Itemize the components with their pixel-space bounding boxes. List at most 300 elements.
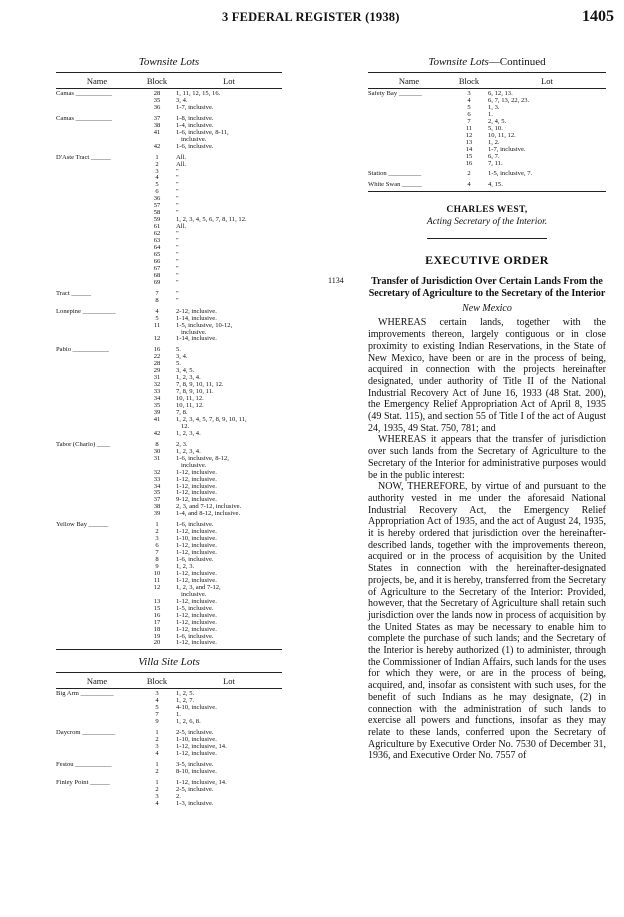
row-name	[56, 511, 138, 518]
row-name	[56, 751, 138, 758]
row-block: 5	[155, 704, 159, 712]
table-row	[56, 578, 282, 585]
row-lot: 1.	[176, 711, 181, 719]
row-lot: "	[176, 237, 179, 245]
table-row	[368, 171, 606, 178]
row-lot: 12.	[176, 422, 190, 430]
row-lot: 1-12, inclusive.	[176, 576, 217, 584]
table-row	[56, 403, 282, 410]
row-name	[56, 130, 138, 137]
villa-site-lots-table	[56, 656, 282, 807]
row-name: Tabor (Charlo) ____	[56, 441, 111, 448]
row-lot: inclusive.	[176, 590, 207, 598]
row-lot: 1-12, inclusive.	[176, 569, 217, 577]
table-row	[56, 719, 282, 726]
table-row	[56, 787, 282, 794]
row-name	[56, 698, 138, 705]
row-lot: All.	[176, 153, 187, 161]
row-name	[56, 529, 138, 536]
table-row	[56, 291, 282, 298]
row-name	[56, 585, 138, 592]
row-block: 35	[153, 402, 161, 410]
row-block: 69	[153, 278, 161, 286]
row-lot: 1-12, inclusive, 14.	[176, 778, 227, 786]
table-row	[56, 298, 282, 305]
row-block: 4	[155, 307, 159, 315]
executive-order-body	[368, 317, 606, 762]
row-lot: 1-4, and 8-12, inclusive.	[176, 510, 241, 518]
row-lot: 1-4, inclusive.	[176, 121, 214, 129]
row-block: 2	[155, 528, 159, 536]
row-lot: 3, 4.	[176, 96, 188, 104]
table-row	[56, 155, 282, 162]
row-name	[56, 175, 138, 182]
row-lot: 1-6, inclusive.	[176, 632, 214, 640]
col-name-header: Name	[86, 675, 108, 686]
row-lot: "	[176, 289, 179, 297]
table-row	[56, 456, 282, 463]
row-name	[56, 245, 138, 252]
table-row	[56, 543, 282, 550]
table-row	[56, 189, 282, 196]
row-lot: All.	[176, 223, 187, 231]
row-lot: 1, 2, 3, 4.	[176, 429, 201, 437]
table-row	[56, 497, 282, 504]
row-name	[56, 368, 138, 375]
page-number: 1405	[582, 8, 614, 25]
row-block: 58	[153, 209, 161, 217]
table-title: Townsite Lots	[138, 56, 200, 68]
row-block: 12	[153, 335, 161, 343]
right-column	[368, 56, 606, 762]
table-header	[56, 672, 282, 689]
row-lot: "	[176, 257, 179, 265]
paragraph: NOW, THEREFORE, by virtue of and pursuant to the authority vested in me under the aforesaid National Industrial Recovery Act, the Emergency Relief Appropriation Act of 1935, and the act of August 24, 1935, it is hereby ordered that jurisdiction over the hereinafter-described lands, together with the improvements thereon, acquired or in the process of acquisition by the United States in connection with the hereinafter-designated projects, be, and it is hereby, transferred from the Secretary of Agriculture to the Secretary of the Interior: Provided, however, that the Secretary of Agriculture shall retain such jurisdiction over the lands now in process of acquisition by the United States as may be necessary to enable him to complete the purchase of such lands; and the Secretary of the Interior is hereby authorized (1) to administer, through the Commissioner of Indian Affairs, such lands for the uses for which they were, or are in the process of being, acquired, and, insofar as consistent with such uses, for the benefit of such Indians as he may designate, (2) in connection with the administration of such lands to exercise all powers and functions, insofar as they may relate to these lands, conferred upon the Secretary of Agriculture by Executive Order No. 7530 of December 31, 1936, and Executive Order No. 7557 of	[368, 481, 606, 762]
table-row	[56, 627, 282, 634]
table-row	[56, 751, 282, 758]
table-row	[56, 712, 282, 719]
table-row	[56, 424, 282, 431]
row-name	[368, 126, 450, 133]
row-name	[56, 231, 138, 238]
row-block: 5	[467, 103, 471, 111]
row-block: 4	[155, 799, 159, 807]
row-block: 2	[155, 736, 159, 744]
row-name	[56, 490, 138, 497]
row-block: 61	[153, 223, 161, 231]
col-block-header: Block	[146, 675, 168, 686]
table-row	[56, 116, 282, 123]
row-block: 66	[153, 257, 161, 265]
row-block: 31	[153, 374, 161, 382]
row-lot: "	[176, 195, 179, 203]
row-lot: 6, 7.	[488, 152, 500, 160]
row-block: 20	[153, 639, 161, 647]
row-lot: inclusive.	[176, 328, 207, 336]
row-name	[56, 389, 138, 396]
row-name: White Swan ______	[368, 182, 422, 189]
row-block: 35	[153, 96, 161, 104]
row-block: 36	[153, 103, 161, 111]
row-lot: 1-6, inclusive.	[176, 556, 214, 564]
row-lot: 1-6, inclusive, 8-12,	[176, 454, 229, 462]
table-row	[56, 550, 282, 557]
row-lot: 1-12, inclusive.	[176, 625, 217, 633]
row-lot: 1-12, inclusive.	[176, 611, 217, 619]
row-name	[56, 606, 138, 613]
table-row	[56, 382, 282, 389]
row-name	[56, 105, 138, 112]
table-row	[56, 203, 282, 210]
table-row	[368, 154, 606, 161]
row-lot: 1-6, inclusive.	[176, 521, 214, 529]
document-number: 1134	[328, 276, 344, 285]
row-block: 7	[155, 549, 159, 557]
row-block: 33	[153, 475, 161, 483]
row-block: 13	[465, 138, 473, 146]
table-row	[56, 737, 282, 744]
row-name	[56, 330, 138, 337]
table-row	[56, 417, 282, 424]
table-row	[56, 691, 282, 698]
table-row	[56, 182, 282, 189]
table-body	[56, 91, 282, 647]
row-name	[56, 787, 138, 794]
row-block: 15	[153, 604, 161, 612]
row-name	[56, 396, 138, 403]
row-block: 9	[155, 718, 159, 726]
row-lot: 1-12, inclusive.	[176, 639, 217, 647]
row-lot: 1-5, inclusive, 7.	[488, 170, 533, 178]
row-block: 31	[153, 454, 161, 462]
row-name	[56, 403, 138, 410]
table-row	[368, 140, 606, 147]
row-name	[368, 98, 450, 105]
row-lot: 10, 11, 12.	[488, 131, 516, 139]
table-row	[56, 490, 282, 497]
row-name	[56, 634, 138, 641]
row-block: 42	[153, 142, 161, 150]
row-lot: 9-12, inclusive.	[176, 496, 217, 504]
row-block: 8	[155, 296, 159, 304]
table-row	[56, 410, 282, 417]
row-block: 36	[153, 195, 161, 203]
table-row	[56, 210, 282, 217]
row-lot: 1, 2.	[488, 138, 500, 146]
col-lot-header: Lot	[541, 75, 553, 86]
table-row	[56, 484, 282, 491]
table-row	[56, 396, 282, 403]
row-block: 32	[153, 381, 161, 389]
row-lot: 1-12, inclusive.	[176, 482, 217, 490]
row-lot: 1.	[488, 110, 493, 118]
row-block: 12	[153, 583, 161, 591]
row-lot: 1-14, inclusive.	[176, 314, 217, 322]
table-row	[56, 347, 282, 354]
row-name	[56, 470, 138, 477]
row-name	[56, 571, 138, 578]
row-lot: 1-12, inclusive.	[176, 475, 217, 483]
row-name	[368, 112, 450, 119]
table-row	[368, 182, 606, 189]
row-name	[56, 273, 138, 280]
row-lot: 2-5, inclusive.	[176, 729, 214, 737]
row-lot: 3, 4.	[176, 353, 188, 361]
row-lot: "	[176, 181, 179, 189]
row-name	[56, 323, 138, 330]
table-row	[56, 105, 282, 112]
row-block: 3	[155, 535, 159, 543]
table-row	[56, 224, 282, 231]
table-row	[56, 463, 282, 470]
paragraph: WHEREAS it appears that the transfer of jurisdiction over such lands from the Secretary of Agriculture to the Secretary of the Interior for administrative purposes would be in the public interest:	[368, 434, 606, 481]
row-lot: "	[176, 174, 179, 182]
row-name	[56, 354, 138, 361]
table-end-rule	[368, 191, 606, 192]
row-name	[56, 599, 138, 606]
row-block: 11	[153, 321, 161, 329]
row-lot: 1, 2, 3, 4, 5, 6, 7, 8, 11, 12.	[176, 216, 247, 224]
row-block: 38	[153, 503, 161, 511]
row-block: 1	[155, 153, 159, 161]
table-body	[56, 691, 282, 807]
row-name	[56, 162, 138, 169]
row-block: 2	[155, 767, 159, 775]
row-block: 16	[153, 346, 161, 354]
row-block: 34	[153, 482, 161, 490]
table-row	[56, 368, 282, 375]
table-row	[368, 161, 606, 168]
table-row	[368, 91, 606, 98]
row-block: 13	[153, 597, 161, 605]
row-lot: 7, 11.	[488, 159, 503, 167]
row-lot: 1-3, inclusive.	[176, 799, 214, 807]
row-block: 28	[153, 90, 161, 97]
table-row	[56, 794, 282, 801]
row-lot: 5.	[176, 346, 181, 354]
table-row	[56, 511, 282, 518]
row-lot: 1-12, inclusive.	[176, 597, 217, 605]
left-column	[56, 56, 282, 808]
signatory-name: CHARLES WEST,	[446, 205, 528, 216]
row-name	[56, 557, 138, 564]
row-lot: "	[176, 271, 179, 279]
row-block: 42	[153, 429, 161, 437]
row-name	[56, 224, 138, 231]
row-name	[368, 140, 450, 147]
table-row	[56, 245, 282, 252]
row-lot: 7, 8, 9, 10, 11.	[176, 388, 214, 396]
row-block: 2	[155, 160, 159, 168]
table-row	[56, 698, 282, 705]
row-block: 35	[153, 489, 161, 497]
row-lot: 10, 11, 12.	[176, 395, 204, 403]
row-block: 33	[153, 388, 161, 396]
row-name	[56, 238, 138, 245]
table-title	[368, 56, 606, 68]
row-block: 6	[155, 188, 159, 196]
row-block: 7	[467, 117, 471, 125]
row-name	[56, 627, 138, 634]
row-name	[56, 375, 138, 382]
row-name	[56, 424, 138, 431]
row-lot: "	[176, 209, 179, 217]
table-row	[56, 762, 282, 769]
row-lot: "	[176, 278, 179, 286]
row-lot: 3, 4, 5.	[176, 367, 195, 375]
row-name: Daycrom __________	[56, 730, 116, 737]
table-row	[56, 780, 282, 787]
row-block: 1	[155, 761, 159, 769]
row-lot: 1-12, inclusive.	[176, 468, 217, 476]
row-name	[56, 382, 138, 389]
row-lot: 1, 2, 3, and 7-12,	[176, 583, 221, 591]
row-lot: 1-10, inclusive.	[176, 535, 217, 543]
table-row	[56, 238, 282, 245]
row-lot: 1, 2, 5.	[176, 690, 195, 698]
row-name	[56, 259, 138, 266]
table-row	[56, 536, 282, 543]
row-name	[56, 564, 138, 571]
row-lot: 1-5, inclusive, 10-12,	[176, 321, 233, 329]
row-name	[56, 712, 138, 719]
row-name: D'Aste Tract ______	[56, 154, 111, 161]
row-lot: "	[176, 250, 179, 258]
row-name	[56, 484, 138, 491]
row-lot: 5.	[176, 360, 181, 368]
row-block: 41	[153, 415, 161, 423]
row-name	[56, 705, 138, 712]
table-row	[56, 137, 282, 144]
table-row	[56, 361, 282, 368]
table-title-suffix: —Continued	[488, 56, 546, 68]
townsite-lots-continued-table	[368, 56, 606, 192]
row-block: 65	[153, 250, 161, 258]
row-block: 39	[153, 510, 161, 518]
row-block: 29	[153, 367, 161, 375]
table-row	[56, 529, 282, 536]
executive-order-place: New Mexico	[462, 303, 512, 315]
row-name	[368, 119, 450, 126]
table-row	[56, 431, 282, 438]
row-lot: 1-12, inclusive.	[176, 618, 217, 626]
table-body	[368, 91, 606, 189]
row-lot: "	[176, 264, 179, 272]
row-name: Big Arm __________	[56, 691, 114, 698]
row-name	[56, 336, 138, 343]
running-title: 3 FEDERAL REGISTER (1938)	[222, 10, 400, 24]
row-block: 7	[155, 289, 159, 297]
row-name: Tract ______	[56, 290, 92, 297]
signature-block	[368, 204, 606, 228]
row-block: 37	[153, 496, 161, 504]
table-row	[56, 730, 282, 737]
row-name	[56, 298, 138, 305]
row-lot: "	[176, 296, 179, 304]
row-block: 63	[153, 237, 161, 245]
row-block: 6	[155, 542, 159, 550]
table-row	[56, 98, 282, 105]
row-lot: 6, 7, 13, 22, 23.	[488, 96, 530, 104]
row-name	[56, 449, 138, 456]
row-name	[56, 144, 138, 151]
row-block: 3	[155, 167, 159, 175]
row-block: 19	[153, 632, 161, 640]
row-name	[56, 477, 138, 484]
row-name	[56, 613, 138, 620]
col-lot-header: Lot	[223, 675, 235, 686]
table-row	[368, 119, 606, 126]
table-row	[56, 259, 282, 266]
row-lot: 1-12, inclusive, 14.	[176, 743, 227, 751]
row-name	[368, 154, 450, 161]
row-lot: inclusive.	[176, 461, 207, 469]
row-block: 5	[155, 181, 159, 189]
row-lot: 10, 11, 12.	[176, 402, 204, 410]
row-name	[56, 719, 138, 726]
row-name: Station __________	[368, 171, 422, 178]
row-name	[56, 252, 138, 259]
table-row	[56, 801, 282, 808]
table-header	[368, 72, 606, 89]
table-header	[56, 72, 282, 89]
row-block: 8	[155, 440, 159, 448]
row-lot: 1-12, inclusive.	[176, 489, 217, 497]
row-block: 16	[465, 159, 473, 167]
row-name	[368, 161, 450, 168]
row-block: 6	[467, 110, 471, 118]
table-row	[56, 354, 282, 361]
row-lot: 1, 2, 7.	[176, 697, 195, 705]
row-block: 5	[155, 314, 159, 322]
row-name: Festou ___________	[56, 762, 112, 769]
row-block: 4	[467, 96, 471, 104]
row-lot: 1-8, inclusive.	[176, 114, 214, 122]
row-lot: 3-5, inclusive.	[176, 761, 214, 769]
table-row	[56, 571, 282, 578]
row-lot: inclusive.	[176, 135, 207, 143]
row-name	[56, 361, 138, 368]
table-row	[56, 442, 282, 449]
row-lot: 1, 2, 3, 4.	[176, 374, 201, 382]
row-lot: 7, 8.	[176, 408, 188, 416]
row-name	[56, 620, 138, 627]
table-row	[56, 130, 282, 137]
table-row	[56, 557, 282, 564]
row-lot: 1, 11, 12, 15, 16.	[176, 90, 221, 97]
row-lot: 1-10, inclusive.	[176, 736, 217, 744]
row-block: 34	[153, 395, 161, 403]
table-row	[368, 98, 606, 105]
row-lot: All.	[176, 160, 187, 168]
executive-order-subtitle: Transfer of Jurisdiction Over Certain Lands From the Secretary of Agriculture to the Secretary of the Interior	[368, 276, 606, 299]
table-row	[56, 217, 282, 224]
table-row	[56, 175, 282, 182]
row-block: 4	[155, 174, 159, 182]
table-row	[56, 169, 282, 176]
table-row	[56, 375, 282, 382]
table-row	[56, 477, 282, 484]
row-name	[56, 550, 138, 557]
row-block: 22	[153, 353, 161, 361]
table-row	[56, 266, 282, 273]
row-lot: "	[176, 167, 179, 175]
page-header	[0, 8, 624, 30]
table-row	[56, 599, 282, 606]
row-block: 3	[467, 90, 471, 97]
table-row	[56, 449, 282, 456]
row-lot: 6, 12, 13.	[488, 90, 513, 97]
